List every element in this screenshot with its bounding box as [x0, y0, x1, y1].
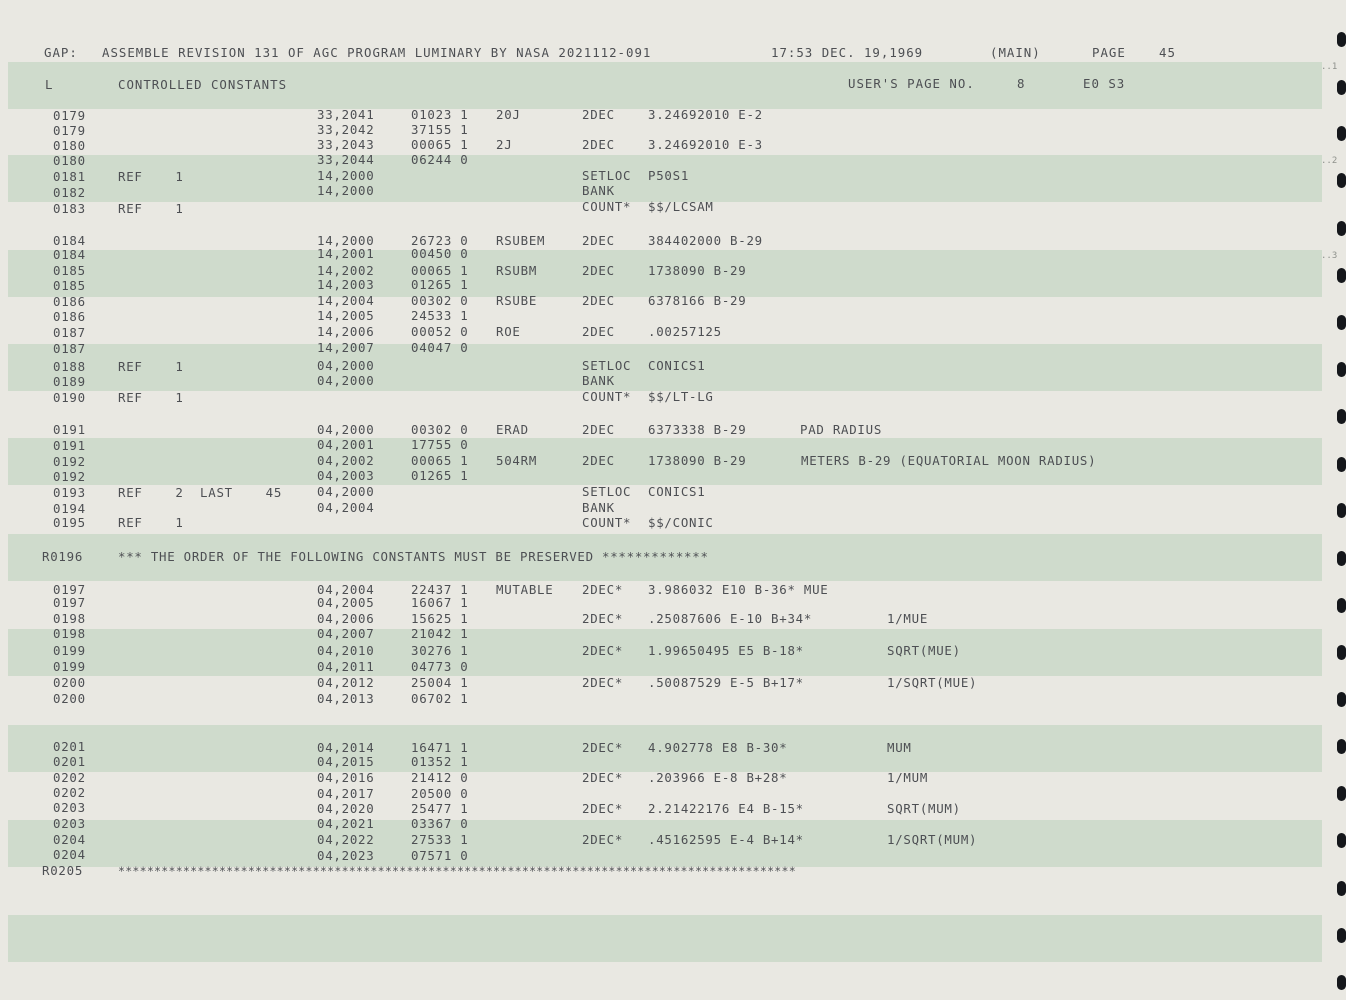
- symbol-label: 504RM: [496, 453, 538, 468]
- operand: 3.24692010 E-2: [648, 107, 763, 122]
- feed-hole: [1337, 645, 1346, 660]
- operand: 2.21422176 E4 B-15*: [648, 801, 804, 816]
- address: 04,2004: [317, 500, 375, 515]
- remark: **********************************************************************************************: [118, 864, 796, 878]
- octal-word: 24533 1: [411, 308, 469, 323]
- opcode: BANK: [582, 183, 615, 198]
- operand: $$/LCSAM: [648, 199, 714, 214]
- operand: CONICS1: [648, 484, 706, 499]
- line-number: R0196: [42, 549, 84, 564]
- comment: 1/SQRT(MUE): [887, 675, 978, 690]
- line-number: 0183: [53, 201, 86, 216]
- octal-word: 00052 0: [411, 324, 469, 339]
- address: 14,2005: [317, 308, 375, 323]
- line-number: 0180: [53, 138, 86, 153]
- line-number: 0204: [53, 832, 86, 847]
- opcode: 2DEC: [582, 107, 615, 122]
- line-number: 0194: [53, 501, 86, 516]
- address: 04,2005: [317, 595, 375, 610]
- line-number: R0205: [42, 863, 84, 878]
- address: 04,2001: [317, 437, 375, 452]
- address: 04,2014: [317, 740, 375, 755]
- symbol-label: RSUBE: [496, 293, 538, 308]
- octal-word: 04047 0: [411, 340, 469, 355]
- line-number: 0189: [53, 374, 86, 389]
- address: 04,2000: [317, 422, 375, 437]
- octal-word: 21412 0: [411, 770, 469, 785]
- comment: 1/SQRT(MUM): [887, 832, 978, 847]
- octal-word: 15625 1: [411, 611, 469, 626]
- line-number: 0204: [53, 847, 86, 862]
- line-number: 0185: [53, 263, 86, 278]
- feed-hole: [1337, 80, 1346, 95]
- octal-word: 01265 1: [411, 277, 469, 292]
- line-number: 0180: [53, 153, 86, 168]
- comment: METERS B-29 (EQUATORIAL MOON RADIUS): [801, 453, 1097, 468]
- address: 04,2020: [317, 801, 375, 816]
- address: 14,2003: [317, 277, 375, 292]
- operand: 3.986032 E10 B-36* MUE: [648, 582, 829, 597]
- line-number: 0200: [53, 691, 86, 706]
- line-number: 0184: [53, 233, 86, 248]
- octal-word: 00450 0: [411, 246, 469, 261]
- opcode: 2DEC: [582, 293, 615, 308]
- octal-word: 07571 0: [411, 848, 469, 863]
- line-number: 0181: [53, 169, 86, 184]
- octal-word: 25477 1: [411, 801, 469, 816]
- operand: .00257125: [648, 324, 722, 339]
- line-number: 0184: [53, 247, 86, 262]
- opcode: 2DEC*: [582, 740, 624, 755]
- line-number: 0202: [53, 785, 86, 800]
- feed-hole: [1337, 32, 1346, 47]
- users-page-label: USER'S PAGE NO.: [848, 76, 975, 91]
- line-number: 0195: [53, 515, 86, 530]
- feed-hole: [1337, 221, 1346, 236]
- line-number: 0192: [53, 454, 86, 469]
- operand: .25087606 E-10 B+34*: [648, 611, 813, 626]
- symbol-label: RSUBEM: [496, 233, 546, 248]
- margin-mark: ..2: [1321, 156, 1338, 166]
- line-number: 0179: [53, 123, 86, 138]
- feed-hole: [1337, 881, 1346, 896]
- feed-hole: [1337, 975, 1346, 990]
- address: 14,2000: [317, 233, 375, 248]
- symbol-label: 2J: [496, 137, 513, 152]
- line-number: 0186: [53, 294, 86, 309]
- octal-word: 06244 0: [411, 152, 469, 167]
- operand: 3.24692010 E-3: [648, 137, 763, 152]
- margin-mark: ..3: [1321, 251, 1338, 261]
- line-number: 0203: [53, 800, 86, 815]
- line-number: 0185: [53, 278, 86, 293]
- octal-word: 20500 0: [411, 786, 469, 801]
- opcode: 2DEC*: [582, 643, 624, 658]
- operand: 4.902778 E8 B-30*: [648, 740, 788, 755]
- operand: .50087529 E-5 B+17*: [648, 675, 804, 690]
- opcode: BANK: [582, 500, 615, 515]
- octal-word: 21042 1: [411, 626, 469, 641]
- feed-hole: [1337, 598, 1346, 613]
- octal-word: 17755 0: [411, 437, 469, 452]
- address: 14,2000: [317, 183, 375, 198]
- address: 04,2013: [317, 691, 375, 706]
- ref-field: REF 1: [118, 169, 184, 184]
- line-number: 0193: [53, 485, 86, 500]
- address: 14,2001: [317, 246, 375, 261]
- address: 33,2042: [317, 122, 375, 137]
- octal-word: 22437 1: [411, 582, 469, 597]
- line-number: 0199: [53, 643, 86, 658]
- octal-word: 00065 1: [411, 453, 469, 468]
- octal-word: 26723 0: [411, 233, 469, 248]
- address: 14,2007: [317, 340, 375, 355]
- section-code: E0 S3: [1083, 76, 1126, 91]
- comment: SQRT(MUE): [887, 643, 961, 658]
- remark: *** THE ORDER OF THE FOLLOWING CONSTANTS MUST BE PRESERVED *************: [118, 549, 709, 564]
- line-number: 0200: [53, 675, 86, 690]
- operand: 6378166 B-29: [648, 293, 747, 308]
- octal-word: 00065 1: [411, 137, 469, 152]
- opcode: 2DEC: [582, 324, 615, 339]
- comment: SQRT(MUM): [887, 801, 961, 816]
- address: 04,2000: [317, 358, 375, 373]
- address: 14,2000: [317, 168, 375, 183]
- symbol-label: ROE: [496, 324, 521, 339]
- line-number: 0187: [53, 325, 86, 340]
- opcode: 2DEC: [582, 137, 615, 152]
- opcode: 2DEC: [582, 453, 615, 468]
- address: 04,2000: [317, 373, 375, 388]
- opcode: 2DEC: [582, 233, 615, 248]
- main-label: (MAIN): [990, 45, 1041, 60]
- octal-word: 04773 0: [411, 659, 469, 674]
- margin-mark: ..1: [1321, 62, 1338, 72]
- symbol-label: 20J: [496, 107, 521, 122]
- address: 04,2010: [317, 643, 375, 658]
- address: 04,2000: [317, 484, 375, 499]
- ref-field: REF 1: [118, 515, 184, 530]
- feed-hole: [1337, 457, 1346, 472]
- feed-hole: [1337, 833, 1346, 848]
- opcode: SETLOC: [582, 358, 632, 373]
- feed-hole: [1337, 692, 1346, 707]
- line-number: 0203: [53, 816, 86, 831]
- address: 04,2015: [317, 754, 375, 769]
- octal-word: 00302 0: [411, 293, 469, 308]
- opcode: BANK: [582, 373, 615, 388]
- line-number: 0199: [53, 659, 86, 674]
- assemble-line: ASSEMBLE REVISION 131 OF AGC PROGRAM LUMINARY BY NASA 2021112-091: [102, 45, 652, 60]
- feed-hole: [1337, 928, 1346, 943]
- octal-word: 00065 1: [411, 263, 469, 278]
- line-number: 0187: [53, 341, 86, 356]
- feed-hole: [1337, 551, 1346, 566]
- line-number: 0182: [53, 185, 86, 200]
- octal-word: 03367 0: [411, 816, 469, 831]
- line-number: 0190: [53, 390, 86, 405]
- opcode: 2DEC: [582, 422, 615, 437]
- feed-hole: [1337, 503, 1346, 518]
- line-number: 0191: [53, 438, 86, 453]
- address: 14,2006: [317, 324, 375, 339]
- feed-hole: [1337, 362, 1346, 377]
- symbol-label: RSUBM: [496, 263, 538, 278]
- operand: 1.99650495 E5 B-18*: [648, 643, 804, 658]
- octal-word: 37155 1: [411, 122, 469, 137]
- operand: .203966 E-8 B+28*: [648, 770, 788, 785]
- line-number: 0202: [53, 770, 86, 785]
- comment: PAD RADIUS: [800, 422, 883, 437]
- octal-word: 06702 1: [411, 691, 469, 706]
- line-number: 0192: [53, 469, 86, 484]
- green-bar: [8, 915, 1322, 962]
- line-number: 0198: [53, 611, 86, 626]
- address: 04,2012: [317, 675, 375, 690]
- feed-hole: [1337, 739, 1346, 754]
- octal-word: 00302 0: [411, 422, 469, 437]
- address: 04,2011: [317, 659, 375, 674]
- page-label: PAGE: [1092, 45, 1126, 60]
- feed-hole: [1337, 409, 1346, 424]
- feed-hole: [1337, 315, 1346, 330]
- ref-field: REF 1: [118, 390, 184, 405]
- operand: CONICS1: [648, 358, 706, 373]
- opcode: COUNT*: [582, 389, 632, 404]
- operand: $$/LT-LG: [648, 389, 714, 404]
- comment: 1/MUE: [887, 611, 929, 626]
- opcode: 2DEC*: [582, 675, 624, 690]
- opcode: COUNT*: [582, 199, 632, 214]
- users-page-number: 8: [1017, 76, 1026, 91]
- comment: 1/MUM: [887, 770, 929, 785]
- feed-hole: [1337, 786, 1346, 801]
- opcode: 2DEC*: [582, 770, 624, 785]
- line-number: 0197: [53, 582, 86, 597]
- opcode: 2DEC*: [582, 801, 624, 816]
- octal-word: 16471 1: [411, 740, 469, 755]
- octal-word: 01352 1: [411, 754, 469, 769]
- opcode: 2DEC*: [582, 832, 624, 847]
- octal-word: 25004 1: [411, 675, 469, 690]
- opcode: COUNT*: [582, 515, 632, 530]
- address: 04,2006: [317, 611, 375, 626]
- address: 04,2002: [317, 453, 375, 468]
- ref-field: REF 2 LAST 45: [118, 485, 283, 500]
- line-number: 0191: [53, 422, 86, 437]
- timestamp: 17:53 DEC. 19,1969: [771, 45, 924, 60]
- address: 04,2023: [317, 848, 375, 863]
- operand: .45162595 E-4 B+14*: [648, 832, 804, 847]
- line-number: 0198: [53, 626, 86, 641]
- address: 04,2017: [317, 786, 375, 801]
- line-number: 0188: [53, 359, 86, 374]
- line-number: 0201: [53, 754, 86, 769]
- operand: P50S1: [648, 168, 690, 183]
- octal-word: 27533 1: [411, 832, 469, 847]
- octal-word: 01265 1: [411, 468, 469, 483]
- address: 04,2004: [317, 582, 375, 597]
- section-title: CONTROLLED CONSTANTS: [118, 77, 288, 92]
- address: 33,2043: [317, 137, 375, 152]
- address: 33,2044: [317, 152, 375, 167]
- feed-hole: [1337, 173, 1346, 188]
- address: 14,2004: [317, 293, 375, 308]
- opcode: SETLOC: [582, 484, 632, 499]
- octal-word: 01023 1: [411, 107, 469, 122]
- page-number: 45: [1159, 45, 1176, 60]
- feed-hole: [1337, 126, 1346, 141]
- opcode: 2DEC*: [582, 611, 624, 626]
- opcode: SETLOC: [582, 168, 632, 183]
- feed-hole: [1337, 268, 1346, 283]
- operand: 1738090 B-29: [648, 263, 747, 278]
- line-number: 0201: [53, 739, 86, 754]
- address: 33,2041: [317, 107, 375, 122]
- address: 04,2007: [317, 626, 375, 641]
- section-l: L: [45, 77, 54, 92]
- comment: MUM: [887, 740, 912, 755]
- octal-word: 30276 1: [411, 643, 469, 658]
- address: 04,2003: [317, 468, 375, 483]
- gap-label: GAP:: [44, 45, 78, 60]
- ref-field: REF 1: [118, 359, 184, 374]
- octal-word: 16067 1: [411, 595, 469, 610]
- address: 04,2021: [317, 816, 375, 831]
- operand: 6373338 B-29: [648, 422, 747, 437]
- opcode: 2DEC*: [582, 582, 624, 597]
- symbol-label: ERAD: [496, 422, 529, 437]
- operand: 384402000 B-29: [648, 233, 763, 248]
- address: 04,2016: [317, 770, 375, 785]
- operand: 1738090 B-29: [648, 453, 747, 468]
- address: 04,2022: [317, 832, 375, 847]
- line-number: 0186: [53, 309, 86, 324]
- symbol-label: MUTABLE: [496, 582, 554, 597]
- address: 14,2002: [317, 263, 375, 278]
- operand: $$/CONIC: [648, 515, 714, 530]
- line-number: 0179: [53, 108, 86, 123]
- line-number: 0197: [53, 595, 86, 610]
- opcode: 2DEC: [582, 263, 615, 278]
- ref-field: REF 1: [118, 201, 184, 216]
